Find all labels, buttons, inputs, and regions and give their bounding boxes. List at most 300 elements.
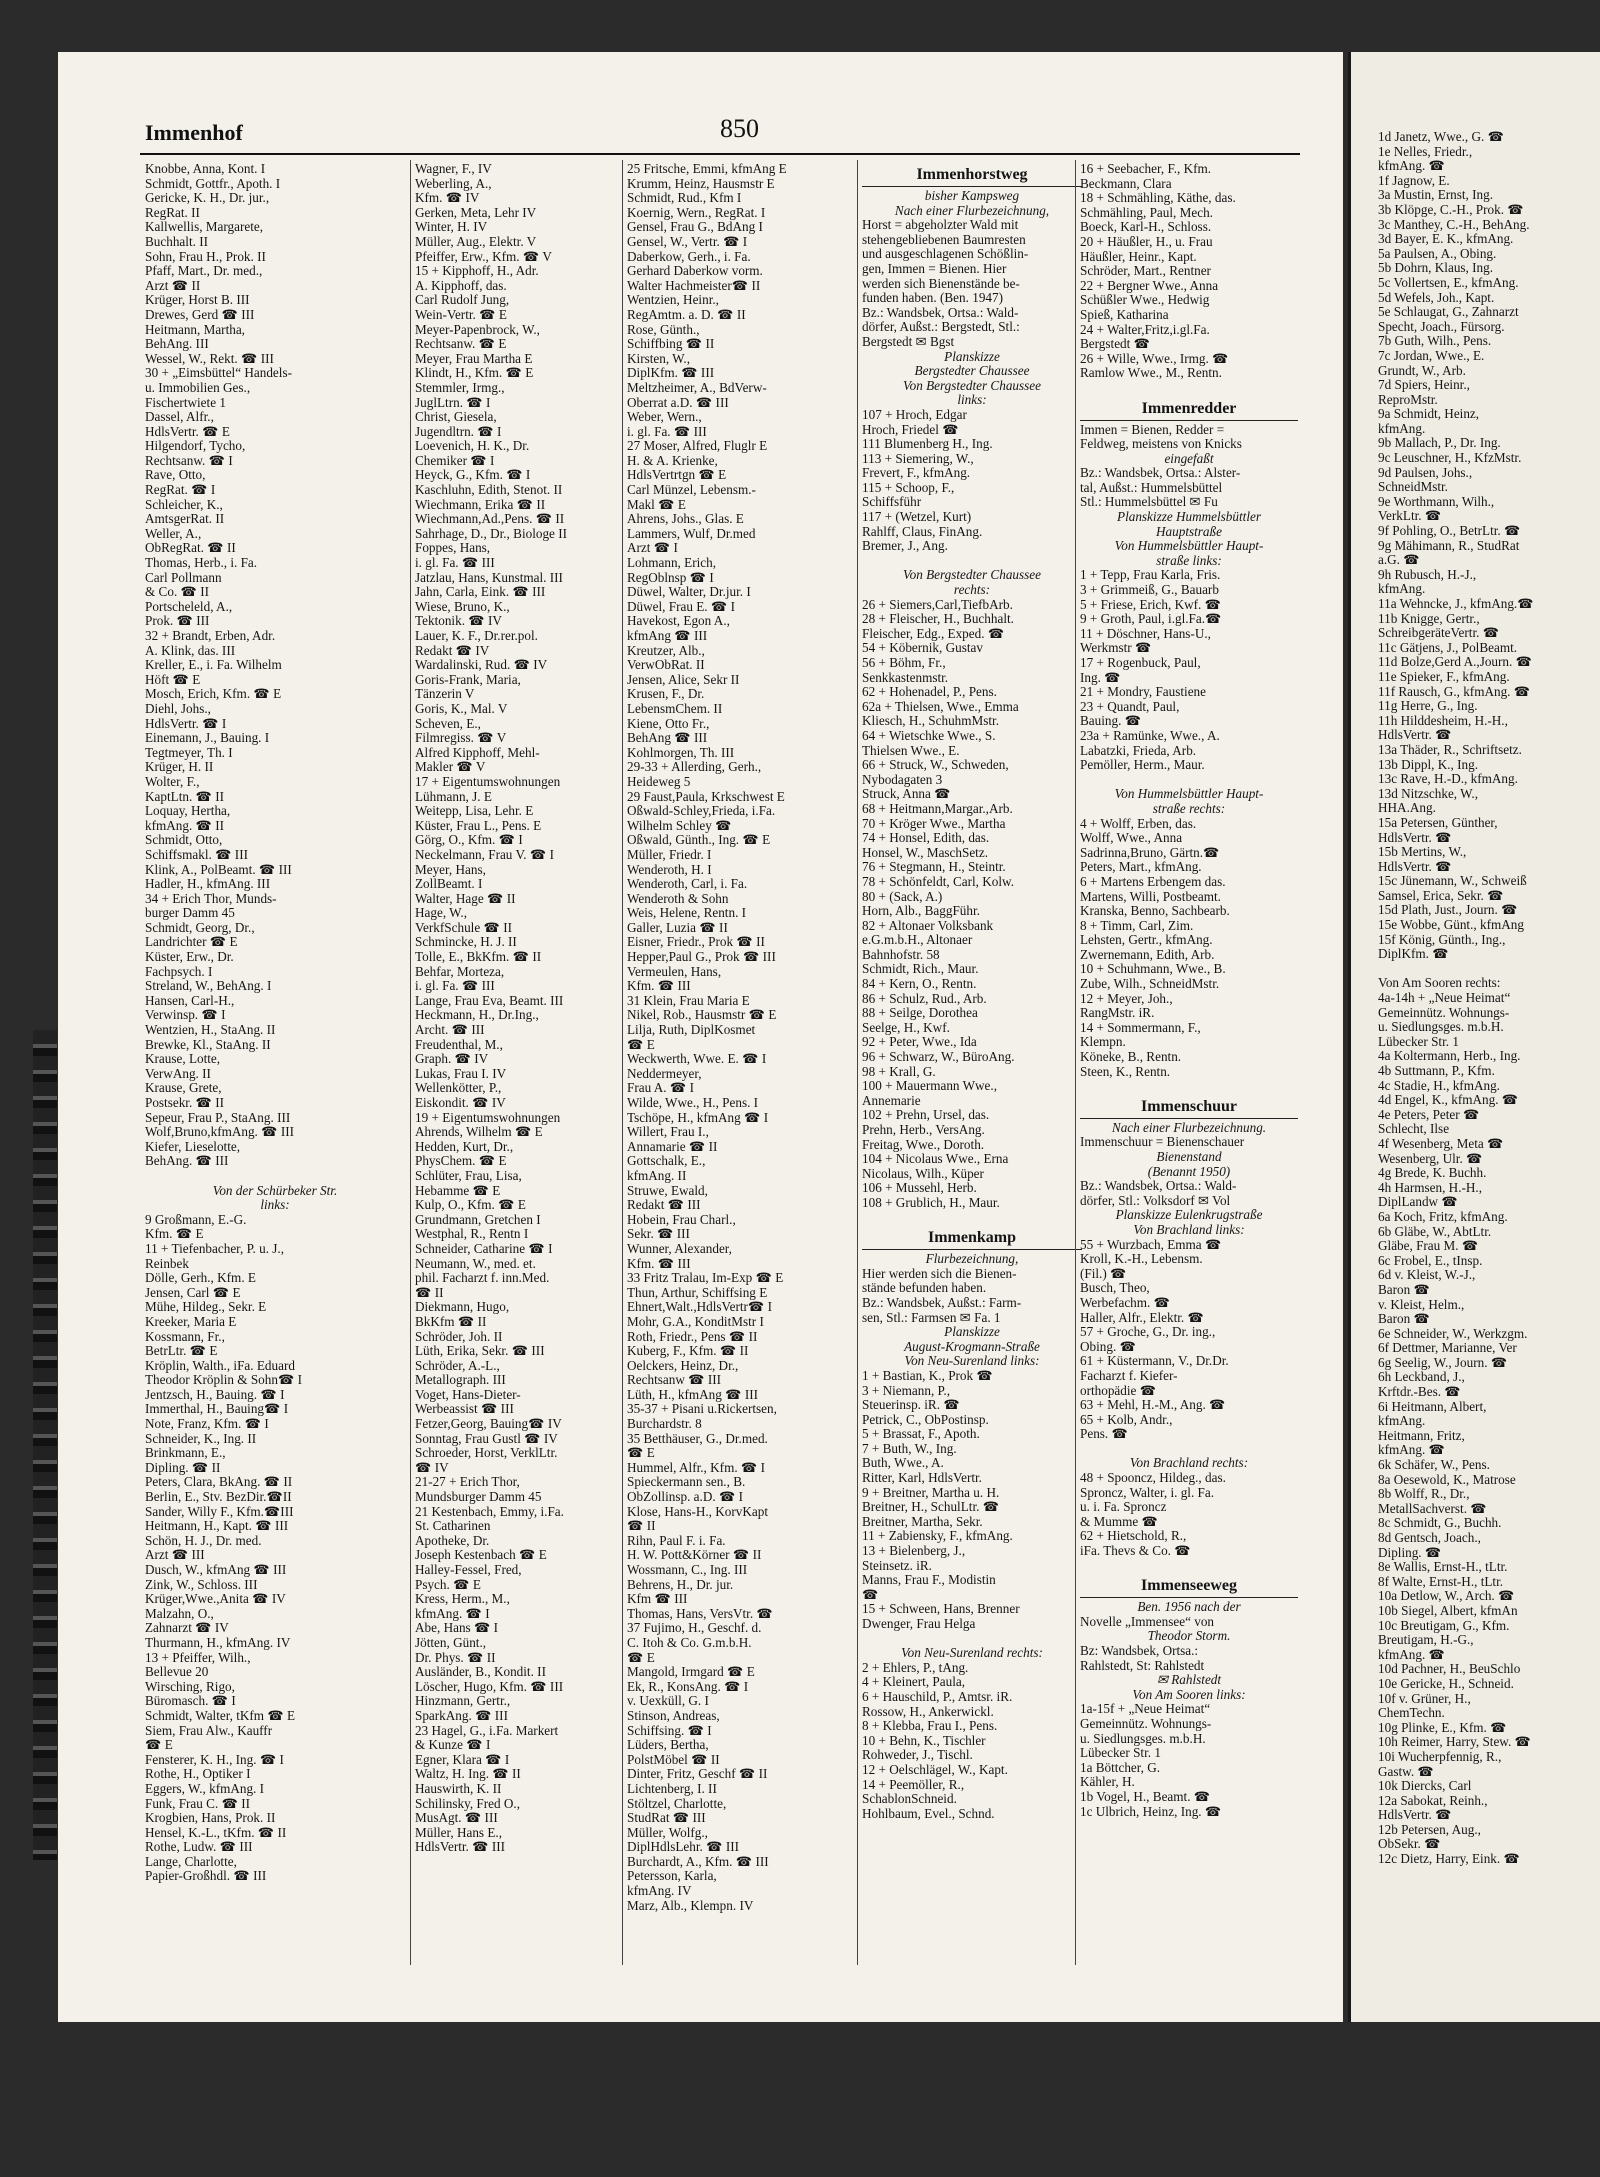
directory-entry: Gerhard Daberkow vorm.: [627, 264, 763, 279]
directory-entry: Hedden, Kurt, Dr.,: [415, 1139, 514, 1154]
directory-entry: 8f Walte, Ernst-H., tLtr.: [1378, 1574, 1504, 1589]
directory-entry: VerwAng. II: [145, 1066, 211, 1081]
directory-entry: 107 + Hroch, Edgar: [862, 407, 967, 422]
directory-entry: Daberkow, Gerh., i. Fa.: [627, 249, 751, 264]
directory-entry: Von Hummelsbüttler Haupt-: [1114, 539, 1264, 554]
directory-entry: Peters, Clara, BkAng. ☎ II: [145, 1475, 293, 1490]
column-divider: [622, 160, 623, 1965]
directory-entry: MusAgt. ☎ III: [415, 1811, 498, 1826]
directory-entry: Wein-Vertr. ☎ E: [415, 307, 507, 322]
directory-entry: 76 + Stegmann, H., Steintr.: [862, 860, 1006, 875]
directory-entry: Haller, Alfr., Elektr. ☎: [1080, 1310, 1204, 1325]
directory-entry: kfmAng. ☎: [1378, 1443, 1445, 1458]
directory-entry: Immen = Bienen, Redder =: [1080, 422, 1225, 437]
directory-entry: Schmähling, Paul, Mech.: [1080, 205, 1213, 220]
directory-entry: Rechtsanw. ☎ I: [145, 453, 233, 468]
directory-entry: Hinzmann, Gertr.,: [415, 1694, 511, 1709]
directory-entry: kfmAng.: [1378, 582, 1426, 597]
directory-entry: 13a Thäder, R., Schriftsetz.: [1378, 742, 1522, 757]
directory-entry: 113 + Siemering, W.,: [862, 451, 974, 466]
directory-entry: Jugendltrn. ☎ I: [415, 424, 502, 439]
directory-entry: Kfm. ☎ E: [145, 1227, 204, 1242]
directory-entry: 21-27 + Erich Thor,: [415, 1475, 520, 1490]
directory-entry: Kiefer, Lieselotte,: [145, 1139, 241, 1154]
directory-entry: Von der Schürbeker Str.: [212, 1183, 338, 1198]
directory-entry: 29 Faust,Paula, Krkschwest E: [627, 789, 785, 804]
directory-entry: Krüger, H. II: [145, 760, 214, 775]
directory-entry: Eiskondit. ☎ IV: [415, 1096, 506, 1110]
directory-entry: Schneider, K., Ing. II: [145, 1431, 257, 1446]
directory-entry: Werbefachm. ☎: [1080, 1295, 1171, 1310]
directory-entry: Neddermeyer,: [627, 1066, 702, 1081]
directory-entry: 74 + Honsel, Edith, das.: [862, 831, 990, 846]
directory-entry: DiplHdlsLehr. ☎ III: [627, 1840, 740, 1855]
directory-entry: 11 + Zabiensky, F., kfmAng.: [862, 1529, 1013, 1544]
column-2: [415, 162, 620, 1962]
directory-entry: Obing. ☎: [1080, 1339, 1136, 1354]
directory-entry: 13 + Pfeiffer, Wilh.,: [145, 1650, 251, 1665]
directory-entry: Walter Hachmeister☎ II: [627, 278, 761, 293]
directory-entry: Weber, Wern.,: [627, 410, 702, 425]
column-5: [1080, 162, 1298, 1962]
directory-entry: ObZollinsp. a.D. ☎ I: [627, 1490, 744, 1505]
directory-entry: Wiese, Bruno, K.,: [415, 599, 510, 614]
directory-entry: 1d Janetz, Wwe., G. ☎: [1378, 130, 1505, 144]
directory-entry: 8d Gentsch, Joach.,: [1378, 1531, 1481, 1545]
directory-entry: 33 Fritz Tralau, Im-Exp ☎ E: [627, 1271, 784, 1286]
directory-entry: Zube, Wilh., SchneidMstr.: [1080, 977, 1220, 992]
directory-entry: Loquay, Hertha,: [145, 804, 231, 819]
directory-entry: a.G. ☎: [1378, 553, 1420, 568]
directory-entry: Behfar, Morteza,: [415, 964, 505, 979]
directory-entry: Mühe, Hildeg., Sekr. E: [145, 1300, 267, 1315]
directory-entry: 5d Wefels, Joh., Kapt.: [1378, 290, 1495, 305]
column-1: [145, 162, 405, 1962]
directory-entry: 57 + Groche, G., Dr. ing.,: [1080, 1325, 1216, 1340]
directory-entry: 6d v. Kleist, W.-J.,: [1378, 1268, 1476, 1283]
directory-entry: 63 + Mehl, H.-M., Ang. ☎: [1080, 1398, 1226, 1413]
directory-entry: 29-33 + Allerding, Gerh.,: [627, 760, 762, 775]
directory-entry: Diehl, Johs.,: [145, 701, 211, 716]
directory-entry: Stl.: Hummelsbüttel ✉ Fu: [1080, 495, 1218, 510]
directory-entry: burger Damm 45: [145, 906, 235, 921]
directory-entry: Dwenger, Frau Helga: [862, 1617, 976, 1631]
directory-entry: 10h Reimer, Harry, Stew. ☎: [1378, 1735, 1531, 1750]
directory-entry: 10d Pachner, H., BeuSchlo: [1378, 1662, 1521, 1677]
directory-entry: Redakt ☎ III: [627, 1198, 701, 1213]
directory-entry: tal, Außst.: Hummelsbüttel: [1080, 480, 1223, 495]
directory-entry: Kallwellis, Margarete,: [145, 220, 264, 235]
directory-entry: 26 + Siemers,Carl,TiefbArb.: [862, 597, 1013, 612]
directory-entry: kfmAng ☎ III: [627, 629, 708, 643]
directory-entry: St. Catharinen: [415, 1519, 491, 1534]
directory-entry: Carl Rudolf Jung,: [415, 293, 510, 308]
directory-entry: 9g Mähimann, R., StudRat: [1378, 538, 1520, 553]
directory-entry: Krumm, Heinz, Hausmstr E: [627, 176, 775, 191]
directory-entry: 15b Mertins, W.,: [1378, 845, 1467, 860]
directory-entry: Thomas, Hans, VersVtr. ☎: [627, 1606, 773, 1621]
directory-entry: kfmAng.: [1378, 421, 1426, 436]
directory-entry: Grundmann, Gretchen I: [415, 1212, 541, 1227]
directory-entry: 6e Schneider, W., Werkzgm.: [1378, 1326, 1528, 1341]
directory-entry: 11f Rausch, G., kfmAng. ☎: [1378, 684, 1531, 699]
directory-entry: Thomas, Herb., i. Fa.: [145, 556, 258, 571]
directory-entry: rechts:: [953, 583, 991, 598]
directory-entry: Von Brachland links:: [1133, 1222, 1245, 1237]
directory-entry: Gemeinnütz. Wohnungs-: [1080, 1716, 1212, 1731]
directory-entry: Winter, H. IV: [415, 220, 488, 235]
directory-entry: 68 + Heitmann,Margar.,Arb.: [862, 801, 1013, 816]
directory-entry: 17 + Rogenbuck, Paul,: [1080, 656, 1201, 670]
directory-entry: Ramlow Wwe., M., Rentn.: [1080, 366, 1222, 381]
directory-entry: Dinter, Fritz, Geschf ☎ II: [627, 1767, 768, 1782]
directory-entry: Ritter, Karl, HdlsVertr.: [862, 1471, 982, 1486]
directory-entry: Von Am Sooren rechts:: [1378, 976, 1501, 991]
directory-entry: Rahlstedt, St: Rahlstedt: [1080, 1658, 1205, 1673]
directory-entry: Portscheleld, A.,: [145, 599, 233, 614]
directory-entry: Weller, A.,: [145, 526, 202, 541]
directory-entry: 6g Seelig, W., Journ. ☎: [1378, 1355, 1508, 1370]
directory-entry: Manns, Frau F., Modistin: [862, 1573, 996, 1588]
directory-entry: Eisner, Friedr., Prok ☎ II: [627, 935, 765, 950]
directory-entry: 5 + Friese, Erich, Kwf. ☎: [1080, 597, 1222, 612]
directory-entry: Krüger,Wwe.,Anita ☎ IV: [145, 1592, 286, 1607]
directory-entry: (Benannt 1950): [1147, 1164, 1231, 1179]
directory-entry: Neckelmann, Frau V. ☎ I: [415, 847, 554, 862]
directory-entry: Rothe, Ludw. ☎ III: [145, 1840, 253, 1855]
directory-entry: [1378, 962, 1598, 977]
directory-entry: Dusch, W., kfmAng ☎ III: [145, 1563, 287, 1577]
directory-entry: Küster, Erw., Dr.: [145, 950, 234, 965]
directory-entry: 11a Wehncke, J., kfmAng.☎: [1378, 597, 1534, 611]
directory-entry: ObSekr. ☎: [1378, 1837, 1441, 1852]
directory-entry: Dassel, Alfr.,: [145, 410, 214, 425]
directory-entry: u. Siedlungsges. m.b.H.: [1080, 1731, 1206, 1746]
directory-entry: 10i Wucherpfennig, R.,: [1378, 1749, 1502, 1764]
directory-entry: ReproMstr.: [1378, 392, 1438, 407]
directory-entry: Zink, W., Schloss. III: [145, 1577, 258, 1592]
directory-entry: Schlecht, Ilse: [1378, 1122, 1450, 1137]
directory-entry: Spieß, Katharina: [1080, 307, 1169, 322]
directory-entry: Schiffsmakl. ☎ III: [145, 847, 248, 862]
directory-entry: 4b Suttmann, P., Kfm.: [1378, 1064, 1495, 1078]
directory-entry: Horn, Alb., BaggFühr.: [862, 904, 980, 919]
directory-entry: Feldweg, meistens von Knicks: [1080, 437, 1242, 452]
directory-entry: Facharzt f. Kiefer-: [1080, 1368, 1178, 1383]
directory-entry: Krüger, Horst B. III: [145, 293, 250, 308]
directory-entry: Eggers, W., kfmAng. I: [145, 1781, 265, 1796]
directory-entry: Brinkmann, E.,: [145, 1446, 226, 1461]
directory-entry: Lehsten, Gertr., kfmAng.: [1080, 933, 1213, 948]
directory-entry: BehAng ☎ III: [627, 731, 708, 746]
directory-entry: Ben. 1956 nach der: [1137, 1600, 1241, 1615]
directory-entry: Müller, Hans E.,: [415, 1825, 503, 1840]
directory-entry: Von Am Sooren links:: [1132, 1687, 1246, 1702]
directory-entry: Sekr. ☎ III: [627, 1227, 690, 1242]
directory-entry: Sander, Willy F., Kfm.☎III: [145, 1504, 294, 1519]
directory-entry: Meltzheimer, A., BdVerw-: [627, 380, 767, 395]
directory-entry: Von Bergstedter Chaussee: [903, 568, 1041, 583]
directory-entry: Malzahn, O.,: [145, 1606, 214, 1621]
directory-entry: phil. Facharzt f. inn.Med.: [415, 1271, 550, 1286]
directory-entry: Breitner, Martha, Sekr.: [862, 1514, 983, 1529]
directory-entry: SchneidMstr.: [1378, 480, 1448, 495]
directory-entry: [1080, 381, 1298, 396]
directory-entry: Wunner, Alexander,: [627, 1241, 732, 1256]
directory-entry: Metallograph. III: [415, 1373, 506, 1388]
directory-entry: Theodor Storm.: [1147, 1629, 1231, 1644]
directory-entry: 5 + Brassat, F., Apoth.: [862, 1427, 980, 1442]
directory-entry: Struck, Anna ☎: [862, 787, 951, 802]
directory-entry: Planskizze Hummelsbüttler: [1117, 510, 1261, 525]
directory-entry: sen, Stl.: Farmsen ✉ Fa. 1: [862, 1310, 1001, 1325]
directory-entry: 1 + Tepp, Frau Karla, Fris.: [1080, 568, 1221, 583]
directory-entry: Von Neu-Surenland links:: [904, 1354, 1040, 1369]
directory-entry: Buchhalt. II: [145, 234, 208, 249]
directory-entry: Kroll, K.-H., Lebensm.: [1080, 1252, 1203, 1267]
directory-entry: Drewes, Gerd ☎ III: [145, 307, 255, 322]
directory-entry: Einemann, J., Bauing. I: [145, 731, 270, 746]
directory-entry: Gemeinnütz. Wohnungs-: [1378, 1005, 1510, 1020]
directory-entry: Heideweg 5: [627, 774, 691, 789]
directory-entry: 24 + Walter,Fritz,i.gl.Fa.: [1080, 322, 1210, 337]
directory-entry: MetallSachverst. ☎: [1378, 1501, 1487, 1516]
directory-entry: 2 + Ehlers, P., tAng.: [862, 1660, 969, 1675]
directory-entry: Wagner, F., IV: [415, 162, 492, 176]
directory-entry: Wossmann, C., Ing. III: [627, 1563, 748, 1577]
directory-entry: 34 + Erich Thor, Munds-: [145, 891, 277, 906]
directory-entry: 84 + Kern, O., Rentn.: [862, 977, 977, 992]
directory-entry: 7 + Buth, W., Ing.: [862, 1441, 957, 1456]
directory-entry: 11g Herre, G., Ing.: [1378, 699, 1478, 714]
directory-entry: 22 + Bergner Wwe., Anna: [1080, 278, 1219, 293]
directory-entry: Dipling. ☎ II: [145, 1460, 221, 1475]
directory-entry: u. Immobilien Ges.,: [145, 380, 251, 395]
directory-entry: Schiffsing. ☎ I: [627, 1723, 712, 1738]
directory-entry: 23 + Quandt, Paul,: [1080, 699, 1180, 714]
directory-entry: Burchardstr. 8: [627, 1417, 702, 1432]
directory-entry: Peters, Mart., kfmAng.: [1080, 860, 1202, 875]
directory-entry: Klink, A., PolBeamt. ☎ III: [145, 862, 292, 877]
directory-entry: Bz.: Wandsbek, Ortsa.: Wald-: [1080, 1179, 1237, 1194]
directory-entry: BkKfm ☎ II: [415, 1314, 487, 1329]
directory-entry: Sproncz, Walter, i. gl. Fa.: [1080, 1485, 1215, 1500]
directory-entry: Schiffbing ☎ II: [627, 337, 715, 352]
directory-entry: Fensterer, K. H., Ing. ☎ I: [145, 1752, 284, 1767]
directory-entry: 4f Wesenberg, Meta ☎: [1378, 1136, 1504, 1151]
column-3: [627, 162, 854, 1962]
directory-entry: Kreller, E., i. Fa. Wilhelm: [145, 658, 282, 673]
directory-entry: Oßwald, Günth., Ing. ☎ E: [627, 833, 771, 848]
directory-entry: Pfeiffer, Erw., Kfm. ☎ V: [415, 249, 552, 264]
directory-entry: i. gl. Fa. ☎ III: [415, 979, 495, 994]
directory-entry: Galler, Luzia ☎ II: [627, 920, 728, 935]
directory-entry: Voget, Hans-Dieter-: [415, 1387, 521, 1402]
directory-entry: 11d Bolze,Gerd A.,Journ. ☎: [1378, 655, 1533, 670]
directory-entry: Weberling, A.,: [415, 176, 492, 191]
directory-entry: 6k Schäfer, W., Pens.: [1378, 1458, 1490, 1473]
directory-entry: 26 + Wille, Wwe., Irmg. ☎: [1080, 351, 1229, 366]
directory-entry: SparkAng. ☎ III: [415, 1708, 508, 1723]
directory-entry: 20 + Häußler, H., u. Frau: [1080, 234, 1213, 249]
directory-entry: ☎: [862, 1587, 879, 1602]
directory-entry: Sadrinna,Bruno, Gärtn.☎: [1080, 845, 1220, 860]
directory-entry: 4h Harmsen, H.-H.,: [1378, 1180, 1483, 1195]
directory-entry: Wesenberg, Ulr. ☎: [1378, 1151, 1483, 1166]
directory-entry: Heckmann, H., Dr.Ing.,: [415, 1008, 539, 1023]
directory-entry: Schmidt, Gottfr., Apoth. I: [145, 176, 281, 191]
directory-entry: 12 + Meyer, Joh.,: [1080, 991, 1173, 1006]
directory-entry: 27 Moser, Alfred, Fluglr E: [627, 439, 768, 454]
directory-entry: Höft ☎ E: [145, 672, 201, 687]
directory-entry: 66 + Struck, W., Schweden,: [862, 758, 1009, 773]
directory-entry: Lichtenberg, I. II: [627, 1781, 717, 1796]
directory-entry: Dipling. ☎: [1378, 1545, 1442, 1560]
directory-entry: [862, 554, 1082, 569]
directory-entry: Ek, R., KonsAng. ☎ I: [627, 1679, 749, 1694]
directory-entry: Rihn, Paul F. i. Fa.: [627, 1533, 726, 1548]
directory-entry: [1080, 773, 1298, 788]
directory-entry: 62a + Thielsen, Wwe., Emma: [862, 699, 1019, 714]
directory-entry: 115 + Schoop, F.,: [862, 480, 955, 495]
directory-entry: Planskizze: [944, 349, 1000, 364]
directory-entry: 11c Gätjens, J., PolBeamt.: [1378, 640, 1518, 655]
directory-entry: 13c Rave, H.-D., kfmAng.: [1378, 772, 1518, 787]
directory-entry: ☎ E: [145, 1738, 173, 1753]
directory-entry: Meyer, Hans,: [415, 862, 486, 877]
directory-entry: Hohlbaum, Evel., Schnd.: [862, 1806, 995, 1821]
directory-entry: Wenderoth, Carl, i. Fa.: [627, 877, 748, 892]
directory-entry: 1a-15f + „Neue Heimat“: [1080, 1702, 1211, 1717]
directory-entry: 55 + Wurzbach, Emma ☎: [1080, 1237, 1222, 1252]
directory-entry: Berlin, E., Stv. BezDir.☎II: [145, 1490, 292, 1505]
directory-entry: Mohr, G.A., KonditMstr I: [627, 1314, 764, 1329]
directory-entry: 35 Betthäuser, G., Dr.med.: [627, 1431, 768, 1446]
directory-entry: Bellevue 20: [145, 1665, 209, 1680]
directory-entry: Ahrends, Wilhelm ☎ E: [415, 1125, 543, 1140]
column-divider: [1075, 160, 1076, 1965]
directory-entry: 8 + Timm, Carl, Zim.: [1080, 918, 1194, 933]
directory-entry: RegOblnsp ☎ I: [627, 570, 714, 585]
directory-entry: 3b Klöpge, C.-H., Prok. ☎: [1378, 202, 1524, 217]
directory-entry: Nach einer Flurbezeichnung.: [1111, 1120, 1267, 1135]
directory-entry: Redakt ☎ IV: [415, 643, 490, 658]
directory-entry: & Kunze ☎ I: [415, 1738, 491, 1753]
directory-entry: Marz, Alb., Klempn. IV: [627, 1898, 754, 1913]
directory-entry: BehAng. III: [145, 337, 209, 352]
directory-entry: Lammers, Wulf, Dr.med: [627, 526, 756, 541]
directory-entry: Kliesch, H., SchuhmMstr.: [862, 714, 999, 729]
directory-entry: Seelge, H., Kwf.: [862, 1020, 950, 1035]
directory-entry: 8e Wallis, Ernst-H., tLtr.: [1378, 1560, 1508, 1575]
directory-entry: HdlsVertrtgn ☎ E: [627, 468, 727, 483]
directory-entry: Planskizze Eulenkrugstraße: [1115, 1208, 1263, 1223]
directory-entry: Ausländer, B., Kondit. II: [415, 1665, 546, 1680]
directory-entry: & Co. ☎ II: [145, 585, 210, 600]
directory-entry: Oßwald-Schley,Frieda, i.Fa.: [627, 804, 776, 819]
directory-entry: und ausgeschlagenen Schößlin-: [862, 247, 1029, 262]
directory-entry: 1c Ulbrich, Heinz, Ing. ☎: [1080, 1804, 1222, 1819]
directory-entry: Krogbien, Hans, Prok. II: [145, 1811, 276, 1826]
directory-entry: Koernig, Wern., RegRat. I: [627, 205, 766, 220]
directory-entry: Kirsten, W.,: [627, 351, 691, 366]
directory-entry: Rechtsanw. ☎ E: [415, 337, 507, 352]
street-heading: Immenkamp: [862, 1227, 1082, 1250]
directory-entry: 35-37 + Pisani u.Rickertsen,: [627, 1402, 777, 1417]
directory-entry: PhysChem. ☎ E: [415, 1154, 507, 1169]
directory-entry: 8 + Klebba, Frau I., Pens.: [862, 1719, 998, 1734]
directory-entry: Siem, Frau Alw., Kauffr: [145, 1723, 273, 1738]
directory-entry: Düwel, Walter, Dr.jur. I: [627, 585, 751, 600]
directory-entry: Bergstedt ☎: [1080, 337, 1151, 352]
directory-entry: 32 + Brandt, Erben, Adr.: [145, 629, 276, 643]
directory-entry: Streland, W., BehAng. I: [145, 979, 272, 994]
directory-entry: Kranska, Benno, Sachbearb.: [1080, 904, 1230, 919]
directory-entry: 106 + Mussehl, Herb.: [862, 1181, 977, 1196]
directory-entry: Westphal, R., Rentn I: [415, 1227, 529, 1242]
directory-entry: ☎ E: [627, 1446, 655, 1461]
directory-entry: Vermeulen, Hans,: [627, 964, 722, 979]
directory-entry: 10f v. Grüner, H.,: [1378, 1691, 1471, 1706]
directory-entry: Ing. ☎: [1080, 670, 1121, 685]
directory-entry: AmtsgerRat. II: [145, 512, 225, 527]
directory-entry: eingefaßt: [1164, 451, 1214, 466]
directory-entry: Carl Pollmann: [145, 570, 222, 585]
directory-entry: Häußler, Heinr., Kapt.: [1080, 249, 1197, 264]
directory-entry: u. Siedlungsges. m.b.H.: [1378, 1020, 1504, 1035]
directory-entry: Gensel, W., Vertr. ☎ I: [627, 234, 748, 249]
directory-entry: [1080, 1079, 1298, 1094]
directory-entry: Tschöpe, H., kfmAng ☎ I: [627, 1110, 769, 1125]
directory-entry: Zwernemann, Edith, Arb.: [1080, 947, 1215, 962]
directory-entry: Hensel, K.-L., tKfm. ☎ II: [145, 1825, 287, 1840]
directory-entry: Pfaff, Mart., Dr. med.,: [145, 264, 263, 279]
directory-entry: 70 + Kröger Wwe., Martha: [862, 816, 1006, 831]
directory-entry: Von Bergstedter Chaussee: [903, 378, 1041, 393]
directory-entry: 80 + (Sack, A.): [862, 889, 943, 904]
directory-entry: Spieckermann sen., B.: [627, 1475, 746, 1490]
directory-entry: Apotheke, Dr.: [415, 1533, 490, 1548]
directory-entry: links:: [957, 393, 987, 408]
directory-entry: 11h Hilddesheim, H.-H.,: [1378, 713, 1508, 728]
directory-entry: 16 + Seebacher, F., Kfm.: [1080, 162, 1212, 176]
directory-entry: Nikel, Rob., Hausmstr ☎ E: [627, 1008, 777, 1023]
directory-entry: Gottschalk, E.,: [627, 1154, 706, 1169]
directory-entry: 7b Guth, Wilh., Pens.: [1378, 334, 1492, 349]
directory-entry: Krause, Grete,: [145, 1081, 222, 1096]
directory-entry: Planskizze: [944, 1325, 1000, 1340]
directory-entry: Heitmann, H., Kapt. ☎ III: [145, 1519, 289, 1534]
directory-entry: 21 Kestenbach, Emmy, i.Fa.: [415, 1504, 564, 1519]
directory-entry: 5e Schlaugat, G., Zahnarzt: [1378, 305, 1519, 320]
directory-entry: Boeck, Karl-H., Schloss.: [1080, 220, 1212, 235]
directory-entry: Havekost, Egon A.,: [627, 614, 730, 629]
directory-entry: Beckmann, Clara: [1080, 176, 1172, 191]
directory-entry: Schroeder, Horst, VerklLtr.: [415, 1446, 558, 1461]
directory-entry: Knobbe, Anna, Kont. I: [145, 162, 266, 176]
directory-entry: 82 + Altonaer Volksbank: [862, 918, 994, 933]
directory-entry: Breutigam, H.-G.,: [1378, 1633, 1474, 1648]
directory-entry: Archt. ☎ III: [415, 1023, 485, 1038]
directory-entry: Wentzien, Heinr.,: [627, 293, 719, 308]
directory-entry: Theodor Kröplin & Sohn☎ I: [145, 1373, 303, 1388]
directory-entry: straße links:: [1156, 553, 1222, 568]
directory-entry: Honsel, W., MaschSetz.: [862, 845, 989, 860]
directory-entry: Thun, Arthur, Schiffsing E: [627, 1285, 768, 1300]
directory-entry: 10c Breutigam, G., Kfm.: [1378, 1618, 1510, 1633]
directory-entry: 6f Dettmer, Marianne, Ver: [1378, 1341, 1517, 1356]
directory-entry: Pemöller, Herm., Maur.: [1080, 758, 1205, 773]
